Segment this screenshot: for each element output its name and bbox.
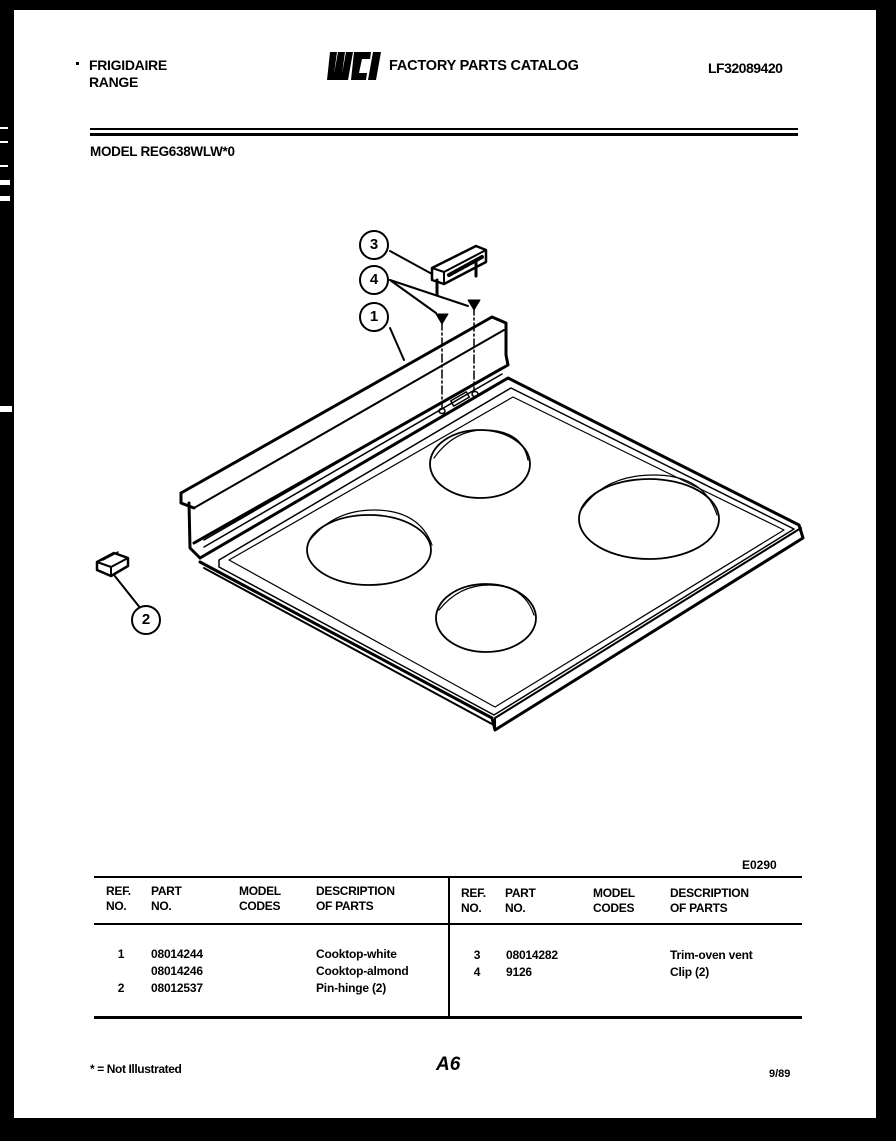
row-part-no: 08012537 [151, 981, 203, 995]
row-part-no: 08014244 [151, 947, 203, 961]
model-number: MODEL REG638WLW*0 [90, 144, 235, 159]
document-number: LF32089420 [708, 60, 783, 76]
product-type: RANGE [89, 74, 139, 90]
not-illustrated-note: * = Not Illustrated [90, 1062, 182, 1076]
row-part-no: 9126 [506, 965, 532, 979]
scan-artifact [0, 180, 10, 185]
row-description: Clip (2) [670, 965, 710, 979]
row-description: Pin-hinge (2) [316, 981, 387, 995]
catalog-page [14, 10, 876, 1118]
scan-artifact [0, 165, 8, 167]
row-part-no: 08014282 [506, 948, 558, 962]
header-ref-no-right: REF. NO. [461, 886, 486, 915]
callout-2: 2 [131, 605, 161, 635]
row-ref: 3 [473, 948, 481, 962]
header-description-right: DESCRIPTION OF PARTS [670, 886, 749, 915]
brand-name: FRIGIDAIRE [89, 57, 167, 73]
row-description: Trim-oven vent [670, 948, 753, 962]
header-description: DESCRIPTION OF PARTS [316, 884, 395, 913]
callout-1: 1 [359, 302, 389, 332]
row-ref: 4 [473, 965, 481, 979]
header-model-codes-right: MODEL CODES [593, 886, 635, 915]
scan-artifact [0, 196, 10, 201]
row-description: Cooktop-almond [316, 964, 409, 978]
scan-artifact [0, 141, 8, 143]
page-id: A6 [436, 1054, 461, 1075]
row-description: Cooktop-white [316, 947, 397, 961]
figure-code: E0290 [742, 858, 777, 872]
row-ref: 2 [117, 981, 125, 995]
header-model-codes: MODEL CODES [239, 884, 281, 913]
scan-artifact [0, 127, 8, 129]
header-part-no: PART NO. [151, 884, 182, 913]
scan-artifact [0, 406, 12, 412]
callout-3: 3 [359, 230, 389, 260]
table-column-divider [448, 876, 450, 1019]
row-ref: 1 [117, 947, 125, 961]
exploded-parts-diagram [14, 10, 876, 850]
catalog-title: FACTORY PARTS CATALOG [389, 58, 579, 74]
catalog-date: 9/89 [769, 1068, 791, 1080]
header-ref-no: REF. NO. [106, 884, 131, 913]
row-part-no: 08014246 [151, 964, 203, 978]
callout-4: 4 [359, 265, 389, 295]
header-part-no-right: PART NO. [505, 886, 536, 915]
